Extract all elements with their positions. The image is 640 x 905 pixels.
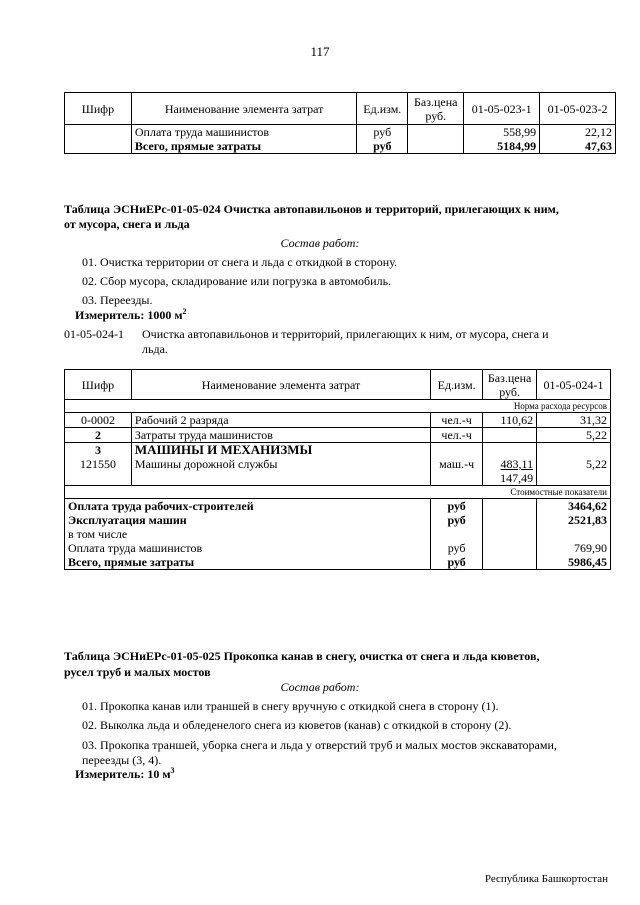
section-title: Таблица ЭСНиЕРс-01-05-024 Очистка автопавильонов и территорий, прилегающих к ним, от мусора, снега и льда (64, 202, 559, 231)
list-item: 02. Сбор мусора, складирование или погрузка в автомобиль. (82, 274, 392, 288)
price-cell: 147,49 (500, 471, 534, 485)
table-row: Машины дорожной службы (134, 457, 278, 471)
header-price: Баз.цена руб. (483, 370, 537, 400)
value-cell: 558,99 (464, 125, 540, 140)
code-cell: 121550 (79, 457, 116, 471)
unit-cell: руб (357, 125, 408, 140)
work-heading: Состав работ: (280, 680, 360, 694)
header-code: Шифр (65, 370, 132, 400)
norm-subheader: Норма расхода ресурсов (65, 400, 611, 413)
item-code: 01-05-024-1 (64, 327, 124, 341)
code-cell: 3 (94, 443, 101, 457)
table-row: Оплата труда машинистов (65, 541, 431, 555)
unit-cell: руб (357, 139, 408, 154)
table-row: Затраты труда машинистов (131, 428, 430, 443)
value-cell: 31,32 (537, 413, 611, 428)
cost-subheader: Стоимостные показатели (65, 486, 611, 499)
table-row: Эксплуатация машин (65, 513, 431, 527)
group-heading: МАШИНЫ И МЕХАНИЗМЫ (134, 442, 313, 457)
header-price: Баз.цена руб. (408, 93, 464, 125)
value-cell: 47,63 (540, 139, 616, 154)
list-item: 02. Выколка льда и обледенелого снега из кюветов (канав) с откидкой в сторону (2). (82, 718, 512, 732)
list-item: 03. Переезды. (82, 293, 153, 307)
work-list (82, 697, 557, 768)
table-row: Всего, прямые затраты (131, 139, 356, 154)
table-row: в том числе (65, 527, 431, 541)
measure-unit: Измеритель: 1000 $м^2$ (75, 307, 187, 322)
header-name: Наименование элемента затрат (131, 370, 430, 400)
unit-cell: руб (431, 555, 483, 570)
cost-table-1 (64, 92, 616, 154)
list-item: переезды (3, 4). (82, 753, 162, 767)
value-cell: 22,12 (540, 125, 616, 140)
code-cell: 0-0002 (65, 413, 132, 428)
work-list (82, 253, 397, 310)
header-unit: Ед.изм. (431, 370, 483, 400)
code-cell: 2 (65, 428, 132, 443)
unit-cell: руб (431, 513, 483, 527)
header-col-2: 01-05-023-2 (540, 93, 616, 125)
table-row: Оплата труда рабочих-строителей (65, 499, 431, 514)
cost-table-2 (64, 369, 611, 570)
page-number: 117 (310, 44, 330, 59)
price-cell: 483,11 (500, 457, 534, 471)
unit-cell: чел.-ч (431, 413, 483, 428)
value-cell: 2521,83 (537, 513, 611, 527)
unit-cell: чел.-ч (431, 428, 483, 443)
value-cell: 5,22 (537, 428, 611, 443)
header-unit: Ед.изм. (357, 93, 408, 125)
work-heading: Состав работ: (280, 236, 360, 250)
unit-cell: руб (431, 541, 483, 555)
value-cell: 5986,45 (537, 555, 611, 570)
value-cell: 3464,62 (537, 499, 611, 514)
price-cell: 110,62 (483, 413, 537, 428)
table-row: Рабочий 2 разряда (131, 413, 430, 428)
list-item: 03. Прокопка траншей, уборка снега и льда у отверстий труб и малых мостов экскаваторами, (82, 738, 557, 752)
header-code: Шифр (65, 93, 132, 125)
value-cell: 769,90 (537, 541, 611, 555)
footer-region: Республика Башкортостан (484, 873, 608, 885)
header-name: Наименование элемента затрат (131, 93, 356, 125)
item-description: Очистка автопавильонов и территорий, прилегающих к ним, от мусора, снега и льда. (142, 327, 549, 356)
table-row: Оплата труда машинистов (131, 125, 356, 140)
unit-cell: маш.-ч (439, 457, 475, 471)
list-item: 01. Прокопка канав или траншей в снегу вручную с откидкой снега в сторону (1). (82, 699, 499, 713)
value-cell: 5184,99 (464, 139, 540, 154)
table-row: Всего, прямые затраты (65, 555, 431, 570)
measure-unit: Измеритель: 10 $м^3$ (75, 766, 175, 781)
value-cell: 5,22 (586, 457, 607, 471)
list-item: 01. Очистка территории от снега и льда с откидкой в сторону. (82, 255, 398, 269)
section-title: Таблица ЭСНиЕРс-01-05-025 Прокопка канав в снегу, очистка от снега и льда кюветов, русел труб и малых мостов (64, 649, 540, 679)
header-col-1: 01-05-024-1 (537, 370, 611, 400)
header-col-1: 01-05-023-1 (464, 93, 540, 125)
unit-cell: руб (431, 499, 483, 514)
